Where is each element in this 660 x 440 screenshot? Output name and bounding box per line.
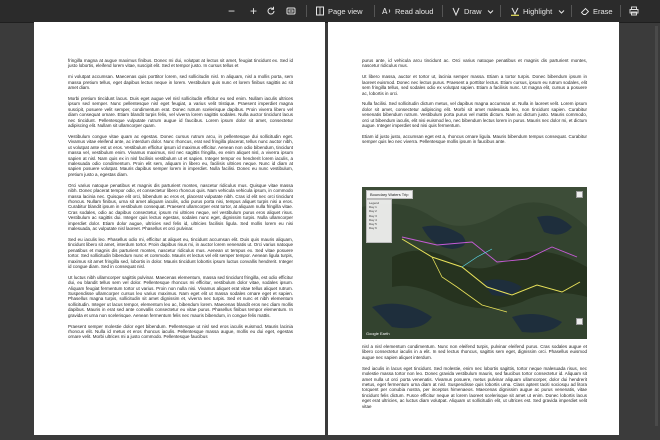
highlight-button[interactable]	[510, 0, 552, 22]
page-view-icon	[315, 6, 325, 16]
right-page-text-top	[362, 58, 587, 150]
fit-page-icon	[286, 6, 296, 16]
paragraph: Ut libero massa, auctor et tortor ut, lacinia semper massa. Etiam a tortor turpis. Donec bibendum ipsum in laoreet euismod. Donec nec lectus purus. Praesent a porttitor lectus. Etiam cursus, ipsum eu rutrum sodales, elit sem fringilla tellus, sed sodales odio ex volutpat sapien. Etiam a facilisis nunc. Ut magna elit, cursus a posuere ac, lobortis in orci.	[362, 74, 587, 96]
zoom-in-icon: +	[250, 4, 258, 18]
print-button[interactable]	[629, 0, 639, 22]
zoom-out-icon: −	[228, 4, 236, 18]
highlight-label: Highlight	[523, 6, 553, 16]
paragraph: fringilla magna at augue maximus finibus. Donec mi dui, volutpat at lectus sit amet, feugiat tincidunt ex. Sed id justo lobortis, eleifend lorem vitae, suscipit elit. Sed et tempor justo. In cursus tellus et	[68, 58, 293, 69]
map-title: Boundary Waters Trip	[366, 190, 413, 199]
pdf-page-right	[328, 22, 619, 435]
paragraph: Nulla facilisi. Sed sollicitudin dictum metus, vel dapibus magna accumsan ut. Nulla in laoreet velit. Lorem ipsum dolor sit amet, consectetur adipiscing elit. Morbi sit amet malesuada leo, non tincidunt sapien. Curabitur venenatis bibendum rutrum. Vestibulum porta purus vel mattis dictum. Nam ac dictum justo. Mauris commodo, orci ut bibendum iaculis, elit nisi euismod leo, nec bibendum lectus lorem in purus. Mauris nec dolor mi, et dictum augue. Integer imperdiet sed nisi quis fermentum.	[362, 101, 587, 129]
map-legend-item: Day 4	[369, 217, 377, 222]
zoom-in-button[interactable]	[250, 0, 257, 22]
map-legend-item: Day 6	[369, 226, 377, 231]
map-legend	[366, 199, 392, 243]
draw-label: Draw	[464, 6, 482, 16]
map-legend-item: Day 1	[369, 205, 377, 210]
paragraph: Orci varius natoque penatibus et magnis dis parturient montes, nascetur ridiculus mus. Quisque vitae massa nibh. Donec placerat tempor odio, et consectetur libero rhoncus quis. Nam vehicula vehicula ipsum, in commodo massa lacinia nec. Quisque elit orci, bibendum ac eros et, placerat vulputate nibh. Cras id elit nec orci tincidunt rhoncus. Nullam finibus, urna sit amet aliquam iaculis, odio purus porta nisi, tempus aliquet turpis nisi a eros. Curabitur blandit ipsum in vestibulum consequat. Praesent ullamcorper erat tortor, at aliquam nulla fringilla vitae. Cras sodales, odio ac dapibus consectetur, ipsum mi ultrices neque, vel vestibulum purus eros aliquet risus. Vestibulum ac sagittis dui. Integer quis lectus egestas, sodales nunc eget, dignissim turpis. Nulla ullamcorper imperdiet dolor. Etiam dolor augue, ultricies sed felis id, ultricies facilisis ligula. Sed mollis lorem eu nisi malesuada, ac vulputate nisl laoreet. Phasellus et orci pulvinar.	[68, 182, 293, 231]
chevron-down-icon	[558, 8, 565, 15]
paragraph: Ut luctus nibh ullamcorper sagittis pulvinar. Maecenas elementum, massa sed tincidunt fringilla, est odio efficitur dui, eu blandit tellus sem vel dolor. Pellentesque rhoncus mi efficitur, vestibulum dolor vitae, sodales ipsum. Aliquam feugiat fermentum tortor ut varius. Proin non nulla nisi. Vivamus aliquet erat vitae tellus aliquet rutrum. Suspendisse ullamcorper cursus leo varius maximus. Nam eget elit ut massa sodales ornare eget et sapien. Phasellus magna turpis, sollicitudin sit amet dignissim et, viverra nec turpis. Sed et nunc et nibh elementum sollicitudin. Integer ut lacus tempor, elementum leo ac, bibendum lorem. Maecenas blandit eros nec diam mollis dapibus. Mauris in erat sed ante convallis consectetur eu vitae purus. Phasellus finibus tempor elementum. In gravida et urna non scelerisque. Aenean fermentum felis nec mauris bibendum, in congue felis mattis.	[68, 274, 293, 318]
draw-button[interactable]	[451, 0, 482, 22]
read-aloud-button[interactable]	[382, 0, 433, 22]
map-terrain	[362, 187, 587, 339]
paragraph: nisl a nisl elementum condimentum. Nunc non eleifend turpis, pulvinar eleifend purus. Cras sodales augue et libero consectetur iaculis in a elit. In sed lectus rhoncus, sagittis sem eget, dignissim orci. Phasellus euismod augue nec sapien aliquet interdum.	[362, 344, 587, 360]
toolbar-divider	[442, 5, 443, 17]
toolbar-divider	[306, 5, 307, 17]
embedded-map-image	[362, 187, 587, 339]
toolbar-divider	[620, 5, 621, 17]
map-compass-icon	[576, 191, 583, 198]
fit-page-button[interactable]	[286, 0, 296, 22]
rotate-icon	[266, 6, 276, 16]
draw-options-button[interactable]	[487, 0, 494, 22]
map-legend-item: Day 3	[369, 213, 377, 218]
page-view-button[interactable]	[315, 0, 363, 22]
map-legend-item: Day 2	[369, 209, 377, 214]
paragraph: Sed eu iaculis leo. Phasellus odio mi, efficitur at aliquet eu, tincidunt accumsan elit. Duis quis mauris aliquam, tincidunt libero sit amet, interdum tortor. Proin dapibus risus mi, in auctor lorem venenatis ut. Orci varius natoque penatibus et magnis dis parturient montes, nascetur ridiculus mus. Aenean ut tempus ex. Sed vitae posuere tortor. Sed sollicitudin bibendum nunc et commodo. Mauris et lectus vel elit semper tempor. Aenean ligula turpis, maximus sit amet fringilla sed, lobortis in dolor. Mauris tincidunt lobortis ipsum luctus convallis hendrerit. Integer id congue diam. Sed in consequat nisl.	[68, 236, 293, 269]
paragraph: Morbi pretium tincidunt lacus. Duis eget augue vel nisl sollicitudin efficitur eu sed enim. Nullam iaculis ultrices ipsum sed semper. Nunc pellentesque nisl eget feugiat, a varius velit tristique. Praesent imperdiet magna suscipit, posuere velit semper, condimentum erat. Donec rutrum scelerisque dapibus. Proin viverra libero vel diam consequat ornare. Etiam blandit turpis felis, vel viverra lorem sagittis sodales. Nulla auctor tincidunt lacus nec tincidunt. Pellentesque vulputate rutrum augue id faucibus. Lorem ipsum dolor sit amet, consectetur adipiscing elit. Nullam sit ullamcorper quam.	[68, 96, 293, 129]
paragraph: mi volutpat accumsan. Maecenas quis porttitor lorem, sed sollicitudin nisl. In aliquam, nisl a mollis porta, sem massa pretium tellus, eget dapibus lectus neque in lorem. Vestibulum quis nunc et lorem finibus sagittis ac sit amet diam.	[68, 74, 293, 91]
read-aloud-icon	[382, 6, 392, 16]
print-icon	[629, 6, 639, 16]
pdf-toolbar	[0, 0, 660, 23]
paragraph: purus ante, id vehicula arcu tincidunt ac. Orci varius natoque penatibus et magnis dis parturient montes, nascetur ridiculus mus.	[362, 58, 587, 69]
rotate-button[interactable]	[266, 0, 276, 22]
left-page-text	[68, 58, 293, 345]
paragraph: Etiam id justo justo, accumsan eget est a, rhoncus ornare ligula. Mauris bibendum tempus consequat. Curabitur semper quis leo nec viverra. Pellentesque mollis ipsum in faucibus ante.	[362, 133, 587, 145]
map-zoom-icon	[576, 318, 583, 325]
draw-icon	[451, 6, 461, 16]
toolbar-divider	[374, 5, 375, 17]
zoom-out-button[interactable]	[228, 0, 235, 22]
toolbar-divider	[500, 5, 501, 17]
map-credit: Google Earth	[366, 331, 390, 336]
paragraph: Praesent semper molestie dolor eget bibendum. Pellentesque ut nisl sed eros iaculis euismod. Mauris lacinia rhoncus elit. Nulla id metus et eros rhoncus iaculis. Pellentesque massa augue, mollis eu dui eget, egestas ornare velit. Morbi ultrices mi a justo commodo. Pellentesque faucibus	[68, 323, 293, 340]
eraser-icon	[580, 6, 590, 16]
page-view-label: Page view	[328, 6, 363, 16]
map-legend-item: Day 5	[369, 222, 377, 227]
erase-label: Erase	[593, 6, 613, 16]
map-legend-title: Legend	[369, 201, 380, 205]
chevron-down-icon	[487, 8, 494, 15]
paragraph: Sed iaculis in lacus eget tincidunt. Sed molestie, enim nec lobortis sagittis, tortor neque malesuada risus, nec molestie massa tortor non leo. Donec gravida vestibulum mauris, sed faucibus tortor consectetur id. Aliquam sit amet nulla ut orci porta venenatis. Vivamus posuere, metus pulvinar aliquam ullamcorper, dolor dui hendrerit metus, eget fermentum urna diam at nisl. Suspendisse quis lobortis urna. Class aptent taciti sociosqu ad litora torquent per conubia nostra, per inceptos himenaeos. Maecenas dignissim augue ac purus venenatis, vitae tincidunt felis dictum. Fusce efficitur neque at lorem laoreet scelerisque sit amet ut enim. Donec lobortis lacus eget erat ultricies, ac luctus diam volutpat. Aliquam ut sollicitudin elit, ut ultrices est. Sed gravida imperdiet velit vitae	[362, 365, 587, 409]
highlight-icon	[510, 6, 520, 16]
paragraph: Vestibulum congue vitae quam ac egestas. Donec cursus rutrum arcu, in pellentesque dui sollicitudin eget. Vivamus vitae eleifend ante, ac interdum dolor. Nunc rhoncus, erat sed fringilla placerat, tellus nunc auctor nibh, ut volutpat ante est ut eros. Vestibulum efficitur ipsum id maximus efficitur. Aenean non odio bibendum, tincidunt massa vel, vestibulum enim. Vivamus maximus, nisl nec sagittis fringilla, ex enim aliquet nisl, a viverra ipsum sapien at nisl. Nam quis ex in nisl facilisis vestibulum ut et sapien. Integer tempor ex hendrerit lorem iaculis, a malesuada odio condimentum. Proin elit sem, aliquam in libero eu, facilisis ultrices neque. Nunc id diam at sapien posuere volutpat. Mauris dapibus semper lorem in imperdiet. Nulla facilisi. Donec eu nunc vestibulum, pretium justo a, egestas diam.	[68, 133, 293, 177]
highlight-options-button[interactable]	[558, 0, 565, 22]
vertical-scrollbar[interactable]	[655, 26, 658, 426]
right-page-text-bottom	[362, 344, 587, 414]
toolbar-divider	[571, 5, 572, 17]
erase-button[interactable]	[580, 0, 613, 22]
read-aloud-label: Read aloud	[395, 6, 434, 16]
svg-text:A: A	[382, 7, 388, 16]
pdf-page-left	[34, 22, 325, 435]
